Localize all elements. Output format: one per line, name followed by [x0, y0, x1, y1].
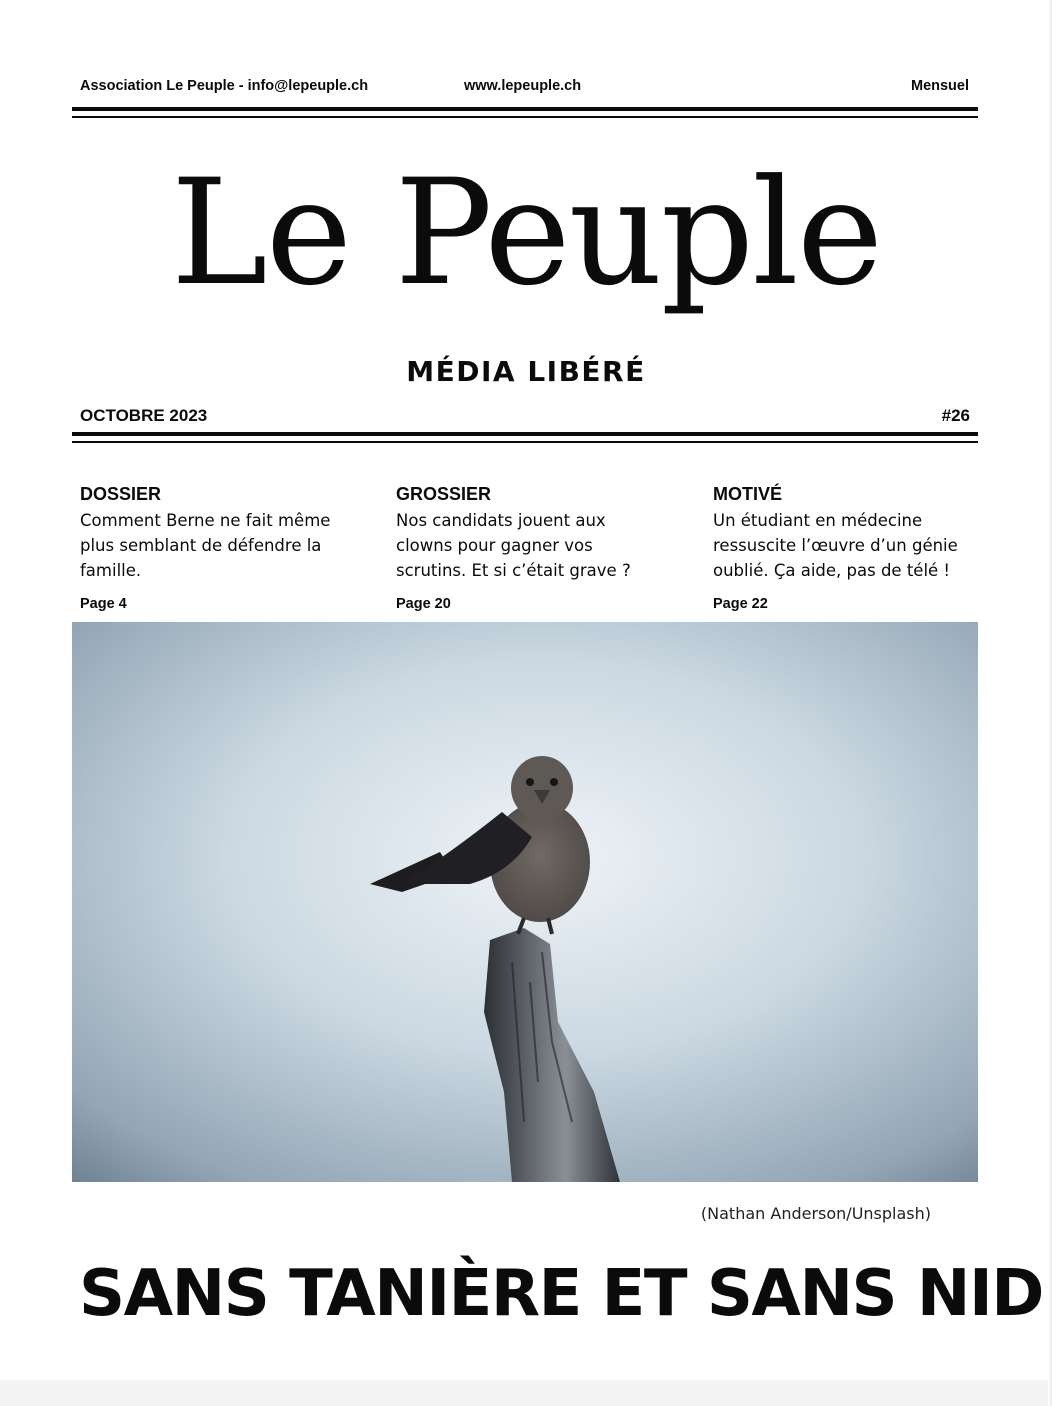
- masthead-divider: [72, 432, 978, 444]
- teaser-dossier[interactable]: [80, 483, 345, 612]
- teaser-text: Un étudiant en médecine ressuscite l’œuvre d’un génie oublié. Ça aide, pas de télé !: [713, 511, 958, 580]
- website-url: www.lepeuple.ch: [464, 78, 582, 94]
- cover-headline[interactable]: SANS TANIÈRE ET SANS NID: [79, 1257, 1043, 1331]
- page-footer-band: [0, 1380, 1052, 1406]
- teaser-kicker: GROSSIER: [396, 484, 492, 504]
- issue-date: OCTOBRE 2023: [80, 406, 208, 425]
- teaser-grossier[interactable]: [396, 483, 661, 612]
- teaser-page-ref: Page 22: [713, 596, 768, 612]
- teaser-motive[interactable]: [713, 483, 978, 612]
- teaser-page-ref: Page 4: [80, 596, 127, 612]
- publication-frequency: Mensuel: [910, 78, 969, 94]
- teaser-kicker: DOSSIER: [80, 484, 162, 504]
- top-divider: [72, 107, 978, 119]
- issue-number: #26: [941, 406, 970, 425]
- photo-credit: (Nathan Anderson/Unsplash): [700, 1204, 931, 1223]
- masthead-title: Le Peuple: [170, 148, 882, 318]
- cover-photo: [72, 622, 978, 1182]
- bird-head: [511, 756, 573, 820]
- masthead-tagline: MÉDIA LIBÉRÉ: [406, 355, 646, 388]
- teaser-kicker: MOTIVÉ: [713, 484, 783, 504]
- teaser-page-ref: Page 20: [396, 596, 451, 612]
- teaser-text: Comment Berne ne fait même plus semblant de défendre la famille.: [80, 511, 331, 580]
- teaser-text: Nos candidats jouent aux clowns pour gagner vos scrutins. Et si c’était grave ?: [396, 511, 631, 580]
- association-contact: Association Le Peuple - info@lepeuple.ch: [80, 78, 369, 94]
